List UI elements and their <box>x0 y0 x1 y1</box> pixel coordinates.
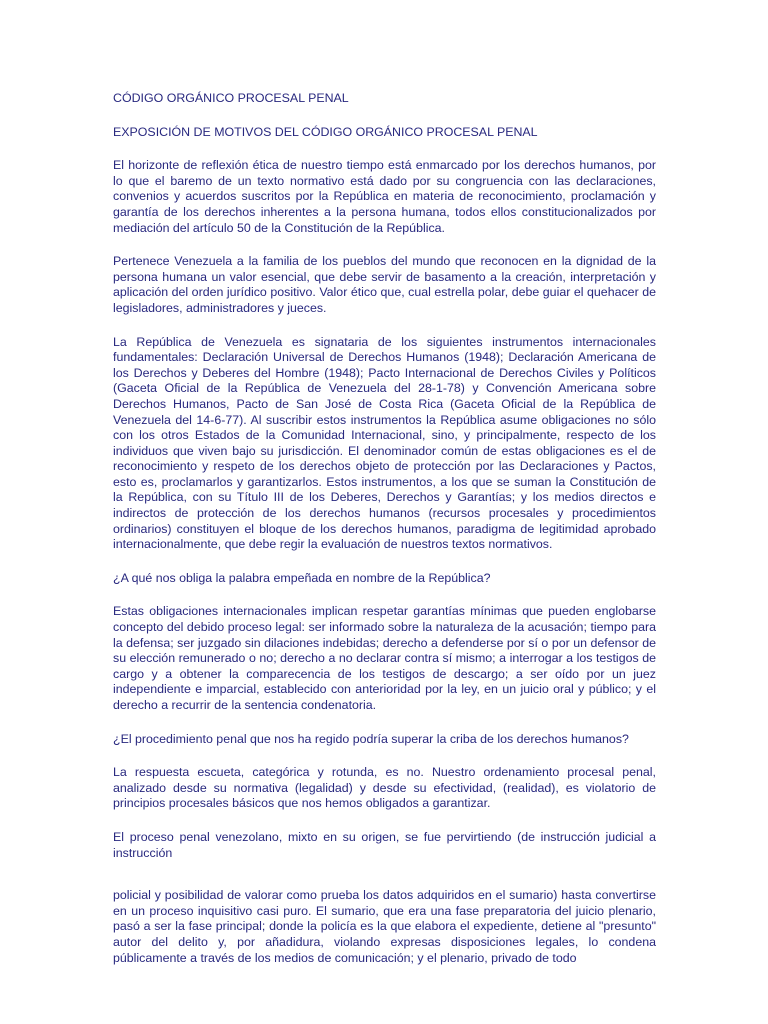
paragraph-6: El proceso penal venezolano, mixto en su origen, se fue pervirtiendo (de instrucción judicial a instrucción <box>113 829 656 860</box>
paragraph-2: Pertenece Venezuela a la familia de los pueblos del mundo que reconocen en la dignidad de la persona humana un valor esencial, que debe servir de basamento a la creación, interpretación y aplicación del orden jurídico positivo. Valor ético que, cual estrella polar, debe guiar el quehacer de legisladores, administradores y jueces. <box>113 254 656 315</box>
paragraph-3: La República de Venezuela es signataria de los siguientes instrumentos internacionales fundamentales: Declaración Universal de Derechos Humanos (1948); Declaración Americana de los Derechos y Deberes del Hombre (1948); Pacto Internacional de Derechos Civiles y Políticos (Gaceta Oficial de la República de Venezuela del 28-1-78) y Convención Americana sobre Derechos Humanos, Pacto de San José de Costa Rica (Gaceta Oficial de la República de Venezuela del 14-6-77). Al suscribir estos instrumentos la República asume obligaciones no sólo con los otros Estados de la Comunidad Internacional, sino, y principalmente, respecto de los individuos que viven bajo su jurisdicción. El denominador común de estas obligaciones es el de reconocimiento y respeto de los derechos objeto de protección por las Declaraciones y Pactos, esto es, proclamarlos y garantizarlos. Estos instrumentos, a los que se suman la Constitución de la República, con su Título III de los Deberes, Derechos y Garantías; y los medios directos e indirectos de protección de los derechos humanos (recursos procesales y procedimientos ordinarios) constituyen el bloque de los derechos humanos, paradigma de legitimidad aprobado internacionalmente, que debe regir la evaluación de nuestros textos normativos. <box>113 334 656 552</box>
document-page <box>113 91 656 966</box>
question-2: ¿El procedimiento penal que nos ha regido podría superar la criba de los derechos humanos? <box>113 731 629 746</box>
paragraph-4: Estas obligaciones internacionales implican respetar garantías mínimas que pueden englobarse concepto del debido proceso legal: ser informado sobre la naturaleza de la acusación; tiempo para la defensa; ser juzgado sin dilaciones indebidas; derecho a defenderse por sí o por un defensor de su elección remunerado o no; derecho a no declarar contra sí mismo; a interrogar a los testigos de cargo y a obtener la comparecencia de los testigos de descargo; a ser oído por un juez independiente e imparcial, establecido con anterioridad por la ley, en un juicio oral y público; y el derecho a recurrir de la sentencia condenatoria. <box>113 604 656 712</box>
paragraph-7: policial y posibilidad de valorar como prueba los datos adquiridos en el sumario) hasta convertirse en un proceso inquisitivo casi puro. El sumario, que era una fase preparatoria del juicio plenario, pasó a ser la fase principal; donde la policía es la que elabora el expediente, detiene al "presunto" autor del delito y, por añadidura, violando expresas disposiciones legales, lo condena públicamente a través de los medios de comunicación; y el plenario, privado de todo <box>113 888 656 965</box>
document-subtitle: EXPOSICIÓN DE MOTIVOS DEL CÓDIGO ORGÁNICO PROCESAL PENAL <box>113 124 538 139</box>
document-title: CÓDIGO ORGÁNICO PROCESAL PENAL <box>113 91 349 105</box>
paragraph-5: La respuesta escueta, categórica y rotunda, es no. Nuestro ordenamiento procesal penal, analizado desde su normativa (legalidad) y desde su efectividad, (realidad), es violatorio de principios procesales básicos que nos hemos obligados a garantizar. <box>113 765 656 811</box>
question-1: ¿A qué nos obliga la palabra empeñada en nombre de la República? <box>113 570 491 585</box>
paragraph-1: El horizonte de reflexión ética de nuestro tiempo está enmarcado por los derechos humanos, por lo que el baremo de un texto normativo está dado por su congruencia con las declaraciones, convenios y acuerdos suscritos por la República en materia de reconocimiento, proclamación y garantía de los derechos inherentes a la persona humana, todos ellos constitucionalizados por mediación del artículo 50 de la Constitución de la República. <box>113 158 656 235</box>
